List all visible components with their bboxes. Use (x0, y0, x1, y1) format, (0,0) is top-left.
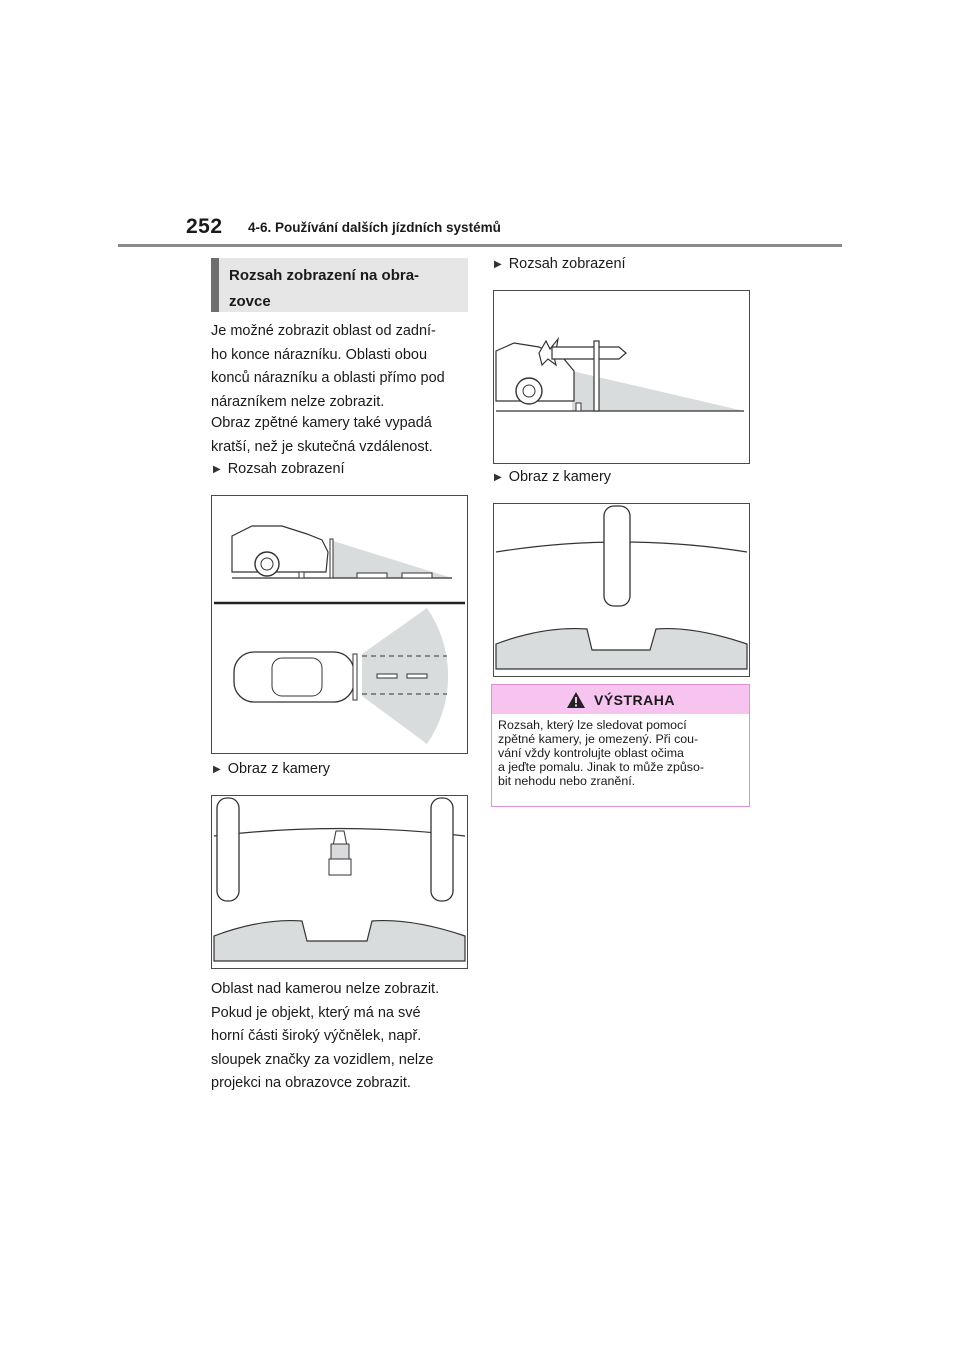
sign-pole-marker (604, 506, 630, 606)
section-title: 4-6. Používání dalších jízdních systémů (248, 220, 501, 235)
bullet-label: Obraz z kamery (508, 469, 612, 485)
bullet-camera-image (213, 761, 330, 777)
header-divider (118, 244, 842, 247)
bullet-arrow-icon: ▶ (494, 258, 502, 270)
dash-marker (377, 674, 397, 678)
bumper-view (214, 921, 465, 961)
bullet-display-range-right (494, 256, 626, 272)
figure-camera-image-left (211, 795, 468, 969)
dash-marker (407, 674, 427, 678)
bullet-display-range (213, 461, 345, 477)
paragraph-line: horní části široký výčnělek, např. (211, 1028, 422, 1044)
sign-pole-icon (594, 341, 599, 411)
pole-left-marker (217, 798, 239, 901)
warning-line: a jeďte pomalu. Jinak to může způso- (498, 760, 704, 774)
warning-box (491, 684, 750, 807)
mid-marker (331, 844, 349, 859)
warning-line: zpětné kamery, je omezený. Při cou- (498, 732, 699, 746)
sign-board-icon (552, 347, 626, 359)
bullet-arrow-icon: ▶ (494, 471, 502, 483)
bullet-label: Rozsah zobrazení (508, 256, 626, 272)
car-roof-icon (272, 658, 322, 696)
section-heading (211, 258, 468, 312)
paragraph-line: Pokud je objekt, který má na své (211, 1004, 421, 1021)
pole-marker (330, 539, 333, 578)
signpost-svg (494, 291, 749, 463)
page-number: 252 (186, 215, 223, 238)
paragraph-line: sloupek značky za vozidlem, nelze (211, 1051, 434, 1068)
diagram-svg (212, 496, 467, 753)
heading-line-1: Rozsah zobrazení na obra- (229, 267, 420, 284)
paragraph-line: projekci na obrazovce zobrazit. (211, 1075, 411, 1091)
pole-right-marker (431, 798, 453, 901)
top-view-cone (362, 608, 448, 744)
parking-line-marker (357, 573, 387, 578)
warning-line: vání vždy kontrolujte oblast očima (498, 746, 684, 760)
camera-paragraph (211, 412, 471, 459)
bullet-camera-image-right (494, 469, 611, 485)
bullet-arrow-icon: ▶ (213, 463, 221, 475)
warning-line: Rozsah, který lze sledovat pomocí (498, 718, 687, 732)
figure-sign-post-side (493, 290, 750, 464)
paragraph-line: ho konce nárazníku. Oblasti obou (211, 346, 428, 363)
bumper-marker (353, 654, 357, 700)
camera-svg (212, 796, 467, 968)
paragraph-line: Obraz zpětné kamery také vypadá (211, 415, 432, 431)
warning-line: bit nehodu nebo zranění. (498, 774, 636, 788)
bullet-arrow-icon: ▶ (213, 763, 221, 775)
intro-paragraph (211, 320, 471, 414)
note-paragraph (211, 978, 473, 1096)
warning-title: VÝSTRAHA (593, 691, 675, 708)
parking-line-marker (402, 573, 432, 578)
car-rear-side-icon (232, 526, 328, 572)
bumper-view (496, 629, 747, 669)
paragraph-line: konců nárazníku a oblasti přímo pod (211, 370, 445, 386)
near-marker (329, 859, 351, 875)
view-cone (330, 540, 452, 578)
camera-svg (494, 504, 749, 676)
bullet-label: Obraz z kamery (227, 761, 331, 777)
figure-display-range-side-top (211, 495, 468, 754)
warning-triangle-icon (566, 691, 586, 709)
warning-text (492, 714, 749, 792)
paragraph-line: Je možné zobrazit oblast od zadní- (211, 323, 436, 339)
paragraph-line: Oblast nad kamerou nelze zobrazit. (211, 981, 440, 997)
bullet-label: Rozsah zobrazení (227, 461, 345, 477)
paragraph-line: kratší, než je skutečná vzdálenost. (211, 438, 433, 455)
figure-camera-image-right (493, 503, 750, 677)
wheel-icon (255, 552, 279, 576)
sensor-marker (299, 572, 304, 578)
sensor-marker (576, 403, 581, 411)
paragraph-line: nárazníkem nelze zobrazit. (211, 393, 385, 410)
wheel-icon (516, 378, 542, 404)
heading-line-2: zovce (229, 293, 271, 310)
warning-header (492, 685, 749, 714)
